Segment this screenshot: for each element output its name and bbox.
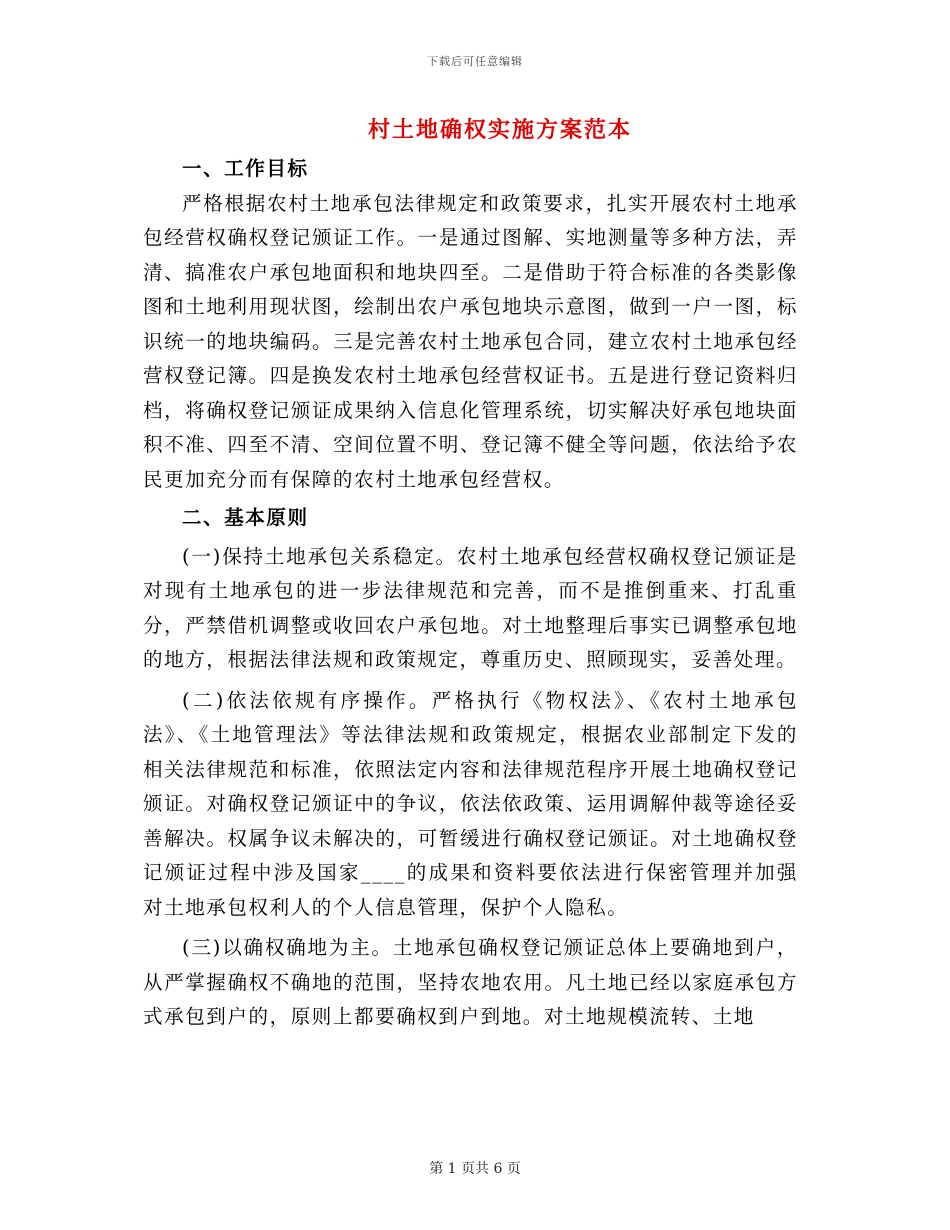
page-number: 第 1 页共 6 页 <box>429 1161 521 1177</box>
page-header-note: 下载后可任意编辑 <box>427 55 523 68</box>
document-title: 村土地确权实施方案范本 <box>367 117 632 143</box>
document-body <box>143 152 798 1037</box>
section-heading-basic-principles: 二、基本原则 <box>182 506 309 529</box>
paragraph-principle-2: (二)依法依规有序操作。严格执行《物权法》、《农村土地承包法》、《土地管理法》等法律法规和政策规定，根据农业部制定下发的相关法律规范和标准，依照法定内容和法律规范程序开展土地确权登记颁证。对确权登记颁证中的争议，依法依政策、运用调解仲裁等途径妥善解决。权属争议未解决的，可暂缓进行确权登记颁证。对土地确权登记颁证过程中涉及国家____的成果和资料要依法进行保密管理并加强对土地承包权利人的个人信息管理，保护个人隐私。 <box>143 688 798 919</box>
section-heading-work-goals: 一、工作目标 <box>182 157 309 180</box>
paragraph-work-goals: 严格根据农村土地承包法律规定和政策要求，扎实开展农村土地承包经营权确权登记颁证工作。一是通过图解、实地测量等多种方法，弄清、搞准农户承包地面积和地块四至。二是借助于符合标准的各类影像图和土地利用现状图，绘制出农户承包地块示意图，做到一户一图，标识统一的地块编码。三是完善农村土地承包合同，建立农村土地承包经营权登记簿。四是换发农村土地承包经营权证书。五是进行登记资料归档，将确权登记颁证成果纳入信息化管理系统，切实解决好承包地块面积不准、四至不清、空间位置不明、登记簿不健全等问题，依法给予农民更加充分而有保障的农村土地承包经营权。 <box>143 191 798 491</box>
paragraph-principle-1: (一)保持土地承包关系稳定。农村土地承包经营权确权登记颁证是对现有土地承包的进一步法律规范和完善，而不是推倒重来、打乱重分，严禁借机调整或收回农户承包地。对土地整理后事实已调整承包地的地方，根据法律法规和政策规定，尊重历史、照顾现实，妥善处理。 <box>143 544 798 671</box>
paragraph-principle-3: (三)以确权确地为主。土地承包确权登记颁证总体上要确地到户，从严掌握确权不确地的范围，坚持农地农用。凡土地已经以家庭承包方式承包到户的，原则上都要确权到户到地。对土地规模流转、土地 <box>143 936 798 1028</box>
